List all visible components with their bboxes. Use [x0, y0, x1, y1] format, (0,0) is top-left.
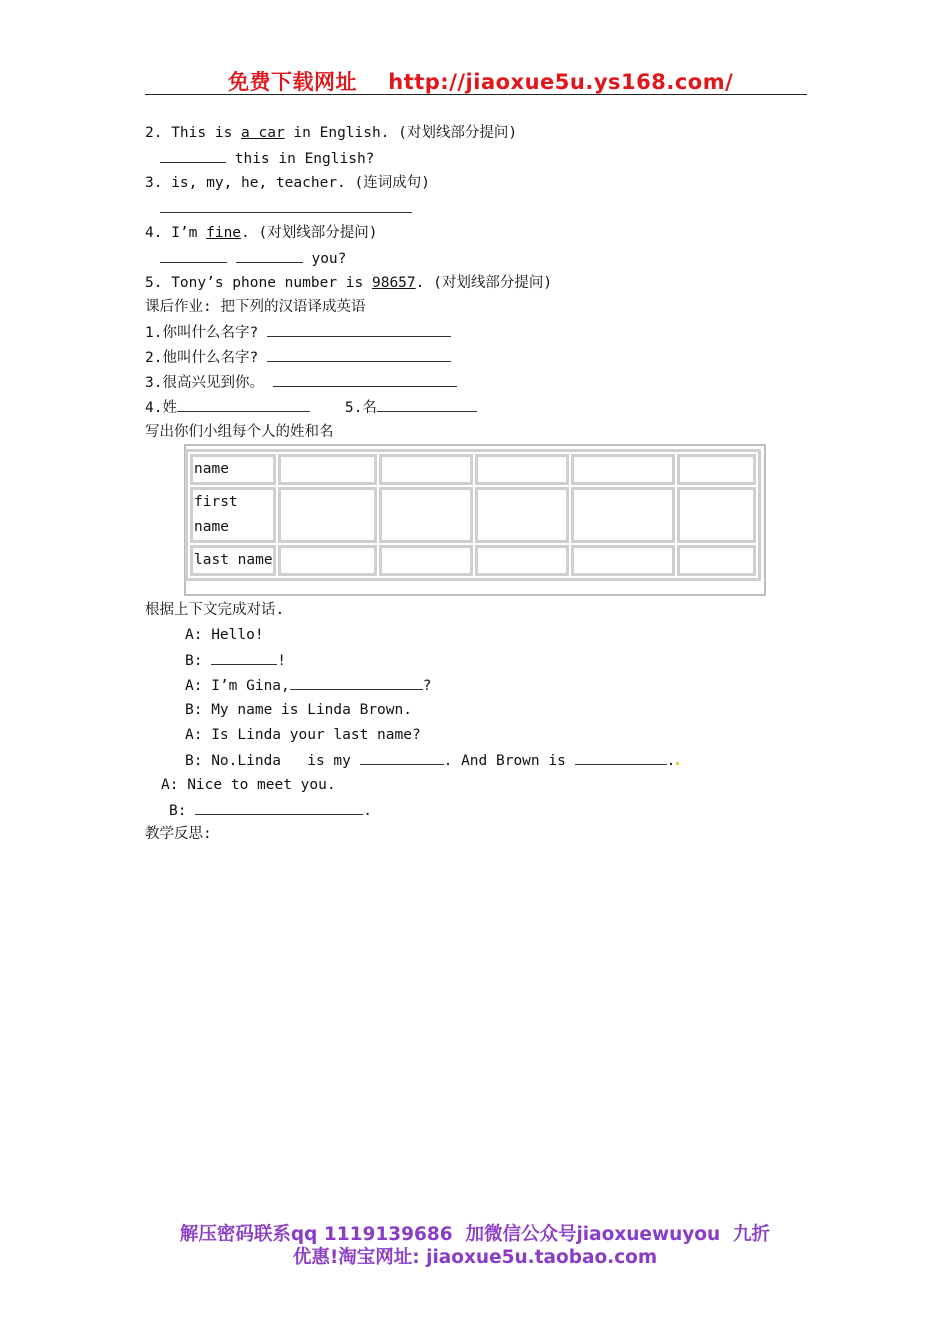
dialog-line: B: ! — [185, 653, 286, 669]
answer-blank[interactable] — [160, 199, 412, 213]
dialog-title: 根据上下文完成对话. — [145, 602, 285, 618]
answer-blank[interactable] — [290, 676, 423, 690]
homework-item: 2.他叫什么名字? — [145, 348, 451, 367]
row-label-last-name: last name — [190, 545, 276, 576]
row-label-name: name — [190, 454, 276, 485]
group-name-table — [185, 449, 761, 581]
homework-item: 1.你叫什么名字? — [145, 323, 451, 342]
table-cell[interactable] — [278, 487, 377, 543]
dialog-line: B: My name is Linda Brown. — [185, 702, 412, 718]
reflection-heading: 教学反思: — [145, 826, 212, 842]
question-5: 5. Tony’s phone number is 98657. (对划线部分提问) — [145, 275, 553, 291]
answer-blank[interactable] — [160, 249, 227, 263]
question-3-answer — [160, 199, 412, 218]
dialog-line: A: Hello! — [185, 627, 264, 643]
dialog-line: A: Nice to meet you. — [161, 777, 336, 793]
table-cell[interactable] — [278, 545, 377, 576]
table-cell[interactable] — [475, 454, 569, 485]
header-cn: 免费下载网址 — [228, 70, 357, 94]
underlined-part: 98657 — [371, 275, 416, 291]
footer-line-1: 解压密码联系qq 1119139686 加微信公众号jiaoxuewuyou 九折 — [179, 1224, 771, 1245]
row-label-first-name: first name — [190, 487, 276, 543]
table-cell[interactable] — [677, 545, 756, 576]
table-cell[interactable] — [571, 487, 675, 543]
table-cell[interactable] — [677, 487, 756, 543]
dialog-line: B: . — [169, 803, 372, 819]
answer-blank[interactable] — [575, 751, 667, 765]
table-cell[interactable] — [571, 545, 675, 576]
question-3: 3. is, my, he, teacher. (连词成句) — [145, 175, 430, 191]
answer-blank[interactable] — [195, 801, 363, 815]
header-banner — [228, 66, 733, 96]
answer-blank[interactable] — [267, 323, 451, 337]
answer-blank[interactable] — [273, 373, 457, 387]
answer-blank[interactable] — [267, 348, 451, 362]
answer-blank[interactable] — [211, 651, 277, 665]
mark-dot — [676, 762, 679, 765]
dialog-line: A: I’m Gina, ? — [185, 678, 432, 694]
header-rule — [145, 94, 807, 95]
table-cell[interactable] — [379, 487, 473, 543]
dialog-line: B: No.Linda is my . And Brown is . — [185, 751, 679, 770]
homework-item: 4.姓 5.名 — [145, 398, 477, 417]
table-cell[interactable] — [475, 545, 569, 576]
group-title: 写出你们小组每个人的姓和名 — [145, 424, 334, 440]
answer-blank[interactable] — [177, 398, 310, 412]
underlined-part: a car — [241, 125, 285, 141]
table-cell[interactable] — [379, 545, 473, 576]
question-2-answer: this in English? — [160, 149, 374, 168]
answer-blank[interactable] — [160, 149, 226, 163]
homework-item: 3.很高兴见到你。 — [145, 373, 457, 392]
homework-title: 课后作业: 把下列的汉语译成英语 — [145, 299, 366, 315]
question-2: 2. This is a car in English. (对划线部分提问) — [145, 125, 518, 141]
footer-line-2: 优惠!淘宝网址: jiaoxue5u.taobao.com — [292, 1247, 658, 1268]
table-cell[interactable] — [379, 454, 473, 485]
underlined-part: fine — [206, 225, 242, 241]
table-cell[interactable] — [475, 487, 569, 543]
table-cell[interactable] — [677, 454, 756, 485]
answer-blank[interactable] — [236, 249, 303, 263]
table-cell[interactable] — [571, 454, 675, 485]
header-url[interactable]: http://jiaoxue5u.ys168.com/ — [388, 70, 734, 94]
question-4: 4. I’m fine. (对划线部分提问) — [145, 225, 378, 241]
table-cell[interactable] — [278, 454, 377, 485]
dialog-line: A: Is Linda your last name? — [185, 727, 421, 743]
question-4-answer: you? — [160, 249, 346, 268]
answer-blank[interactable] — [360, 751, 444, 765]
answer-blank[interactable] — [377, 398, 477, 412]
